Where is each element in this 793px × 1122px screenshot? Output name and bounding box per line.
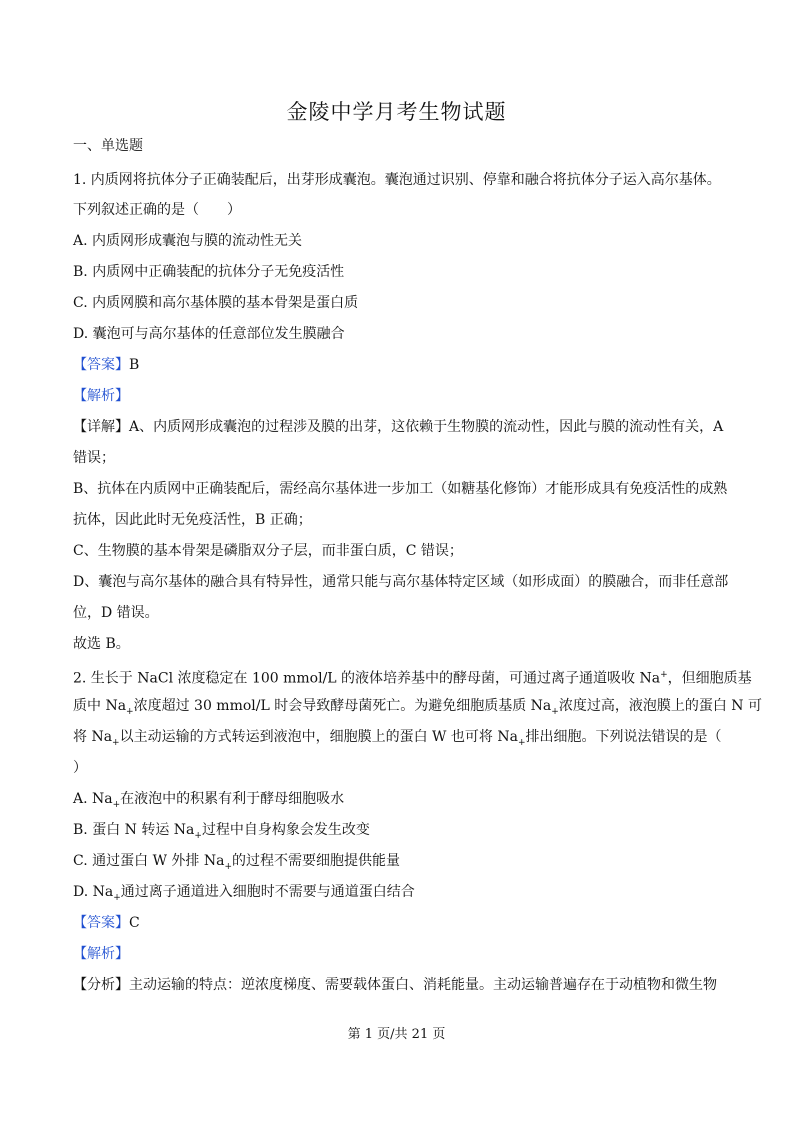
q1-option-c: C. 内质网膜和高尔基体膜的基本骨架是蛋白质 xyxy=(73,295,359,311)
q2-stem-line1 xyxy=(73,667,752,687)
q2-option-a-part1: A. Na xyxy=(73,791,113,807)
q2-analysis-text: 主动运输的特点：逆浓度梯度、需要载体蛋白、消耗能量。主动运输普遍存在于动植物和微生物 xyxy=(129,977,717,993)
q2-option-b-part2: 过程中自身构象会发生改变 xyxy=(201,822,370,838)
q2-option-a xyxy=(73,791,344,813)
q2-stem-line3-part1: 将 Na xyxy=(73,729,113,745)
q2-option-c xyxy=(73,853,400,875)
q1-answer xyxy=(73,357,139,373)
q2-option-d-part2: 通过离子通道进入细胞时不需要与通道蛋白结合 xyxy=(120,884,415,900)
q1-option-a: A. 内质网形成囊泡与膜的流动性无关 xyxy=(73,233,303,249)
q2-option-c-part1: C. 通过蛋白 W 外排 Na xyxy=(73,853,225,869)
q1-stem-line2: 下列叙述正确的是（ ） xyxy=(73,202,241,218)
sodium-charge: + xyxy=(112,737,120,748)
q2-answer-tag: 【答案】 xyxy=(73,915,129,931)
q2-option-d xyxy=(73,884,415,906)
sodium-charge: + xyxy=(224,861,232,872)
q2-option-b xyxy=(73,822,370,844)
q2-answer-value: C xyxy=(129,915,140,931)
q1-stem-line1: 1. 内质网将抗体分子正确装配后，出芽形成囊泡。囊泡通过识别、停靠和融合将抗体分子运入高尔基体。 xyxy=(73,172,721,188)
sodium-charge: + xyxy=(112,799,121,810)
q2-analysis-line1 xyxy=(73,977,717,993)
q2-stem-line3-part2: 以主动运输的方式转运到液泡中，细胞膜上的蛋白 W 也可将 Na xyxy=(119,729,518,745)
q2-stem-line1-part1: 2. 生长于 NaCl 浓度稳定在 100 mmol/L 的液体培养基中的酵母菌，可通过离子通道吸收 Na xyxy=(73,670,661,687)
q2-stem-line1-part2: ，但细胞质基 xyxy=(667,670,752,687)
q2-stem-line4: ） xyxy=(73,760,87,776)
q1-detail-b-line2: 抗体，因此此时无免疫活性，B 正确； xyxy=(73,512,312,528)
q1-option-d: D. 囊泡可与高尔基体的任意部位发生膜融合 xyxy=(73,326,345,342)
q2-option-a-part2: 在液泡中的积累有利于酵母细胞吸水 xyxy=(120,791,345,807)
sodium-charge: + xyxy=(126,706,134,717)
sodium-charge: + xyxy=(517,737,526,748)
q1-conclusion: 故选 B。 xyxy=(73,636,130,652)
q1-detail-d-line1: D、囊泡与高尔基体的融合具有特异性，通常只能与高尔基体特定区域（如形成面）的膜融合，而非任意部 xyxy=(73,574,729,590)
q1-detail-a-text: A、内质网形成囊泡的过程涉及膜的出芽，这依赖于生物膜的流动性，因此与膜的流动性有关，A xyxy=(129,419,724,435)
q2-option-c-part2: 的过程不需要细胞提供能量 xyxy=(232,853,400,869)
q1-answer-tag: 【答案】 xyxy=(73,357,129,373)
q1-answer-value: B xyxy=(129,357,140,373)
q1-detail-c: C、生物膜的基本骨架是磷脂双分子层，而非蛋白质，C 错误； xyxy=(73,543,463,559)
q2-analysis-tag: 【解析】 xyxy=(73,946,129,962)
q2-stem-line3 xyxy=(73,729,721,751)
q2-option-d-part1: D. Na xyxy=(73,884,114,900)
q2-option-b-part1: B. 蛋白 N 转运 Na xyxy=(73,822,195,838)
q1-detail-a-line2: 错误； xyxy=(73,450,115,466)
q1-detail-tag: 【详解】 xyxy=(73,419,129,435)
q1-detail-a-line1 xyxy=(73,419,723,435)
sodium-charge: + xyxy=(551,706,559,717)
page-footer: 第 1 页/共 21 页 xyxy=(347,1027,446,1042)
page-title: 金陵中学月考生物试题 xyxy=(286,100,507,124)
q2-stem-line3-part3: 排出细胞。下列说法错误的是（ xyxy=(525,729,722,745)
q2-analysis-sub-tag: 【分析】 xyxy=(73,977,129,993)
sodium-charge: + xyxy=(194,830,202,841)
q1-analysis-tag: 【解析】 xyxy=(73,388,129,404)
q1-detail-b-line1: B、抗体在内质网中正确装配后，需经高尔基体进一步加工（如糖基化修饰）才能形成具有免疫活性的成熟 xyxy=(73,481,728,497)
q1-option-b: B. 内质网中正确装配的抗体分子无免疫活性 xyxy=(73,264,345,280)
section-heading: 一、单选题 xyxy=(73,138,143,154)
sodium-charge: + xyxy=(113,892,121,903)
q2-stem-line2-part2: 浓度超过 30 mmol/L 时会导致酵母菌死亡。为避免细胞质基质 Na xyxy=(133,698,552,714)
q1-detail-d-line2: 位，D 错误。 xyxy=(73,605,159,621)
q2-stem-line2-part1: 质中 Na xyxy=(73,698,127,714)
q2-stem-line2 xyxy=(73,698,762,720)
q2-stem-line2-part3: 浓度过高，液泡膜上的蛋白 N 可 xyxy=(558,698,762,714)
q2-answer xyxy=(73,915,140,931)
sodium-charge: + xyxy=(660,670,668,680)
